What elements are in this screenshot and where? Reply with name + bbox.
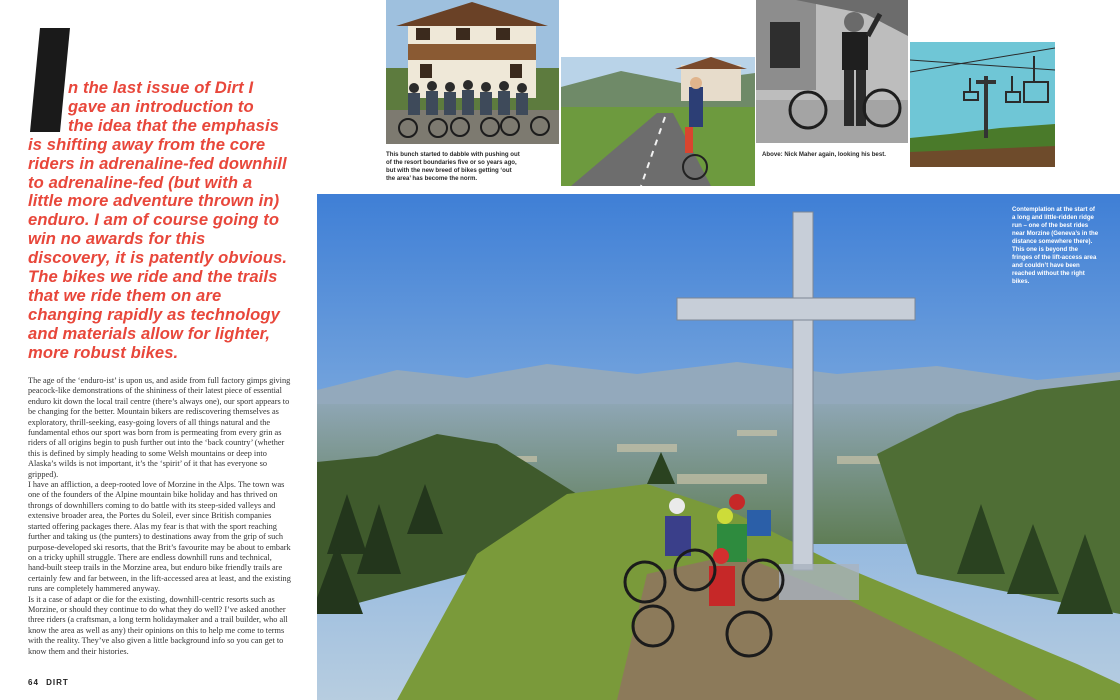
body-paragraph: Is it a case of adapt or die for the existing, downhill-centric resorts such as Morzine, or should they continue to do what they do well? I’ve asked another three riders (a craftsman, a long term holidaymaker and a trail builder, who all know the area as well as any) their opinions on this to help me come to terms with the reality. They’ve also given a little background info so you can get to know them and their histories.	[28, 594, 288, 656]
body-paragraph: The age of the ‘enduro-ist’ is upon us, and aside from full factory gimps giving peacock-like demonstrations of the shininess of their latest piece of essential enduro kit down the local trail centre (there’s always one), our sport appears to be changing for the better. Mountain bikers are rediscovering themselves as exploratory, thrill-seeking, easy-going lovers of all things natural and the fundamental ethos our sport was born from is permeating from every grin as riders of all origins begin to push further out into the ‘back country’ (whether this is defined by simply heading to some Welsh mountains or deep into Alaska’s wilds is not important, it’s the ‘spirit’ of it that has everyone so gripped).	[28, 376, 291, 479]
body-paragraph: I have an affliction, a deep-rooted love of Morzine in the Alps. The town was one of the founders of the Alpine mountain bike holiday and has thrived on throngs of downhillers coming to do battle with its steep-sided valleys and extensive broader area, the Portes du Soleil, ever since British companies started offering packages there. Alas my fear is that with the sport reaching further and taking us (the punters) to destinations away from the grip of such purpose-developed ski resorts, that the Brit’s favourite may be about to embark on a tricky uphill struggle. There are endless downhill runs and technical, hand-built steep trails in the Morzine area, but enduro bike friendly trails are certainly few and far between, in the lift-accessed area at least, and the existing runs are completely hammered anyway.	[28, 480, 291, 594]
article-body	[28, 376, 292, 657]
caption-main-photo: Contemplation at the start of a long and little-ridden ridge run – one of the best rides near Morzine (Geneva’s in the distance somewhere there). This one is beyond the fringes of the lift-access area and couldn’t have been reached without the right bikes.	[1012, 206, 1099, 285]
photo-summit-cross	[317, 194, 1120, 700]
caption-nick-maher: Above: Nick Maher again, looking his best.	[762, 151, 886, 158]
intro-first-line: n the last issue of Dirt I	[68, 78, 254, 97]
intro-paragraph	[28, 79, 290, 363]
photo-nick-maher	[756, 0, 908, 143]
intro-rest: is shifting away from the core riders in adrenaline-fed downhill to adrenaline-fed (but with a little more adventure thrown in) enduro. I am of course going to win no awards for this discovery, it is patently obvious. The bikes we ride and the trails that we ride them on are changing rapidly as technology and materials allow for lighter, more robust bikes.	[28, 134, 288, 362]
photo-chairlift	[910, 42, 1055, 167]
intro-line: the idea that the emphasis	[68, 115, 279, 135]
photo-road-rider	[561, 57, 755, 186]
intro-line: gave an introduction to	[68, 96, 254, 116]
page-number: 64	[28, 678, 39, 687]
photo-chalet-group	[386, 0, 559, 144]
magazine-name: DIRT	[46, 678, 69, 687]
caption-group-photo: This bunch started to dabble with pushing out of the resort boundaries five or so years ago, but with the new breed of bikes getting ‘out the area’ has become the norm.	[386, 151, 520, 182]
page-folio	[28, 678, 73, 687]
